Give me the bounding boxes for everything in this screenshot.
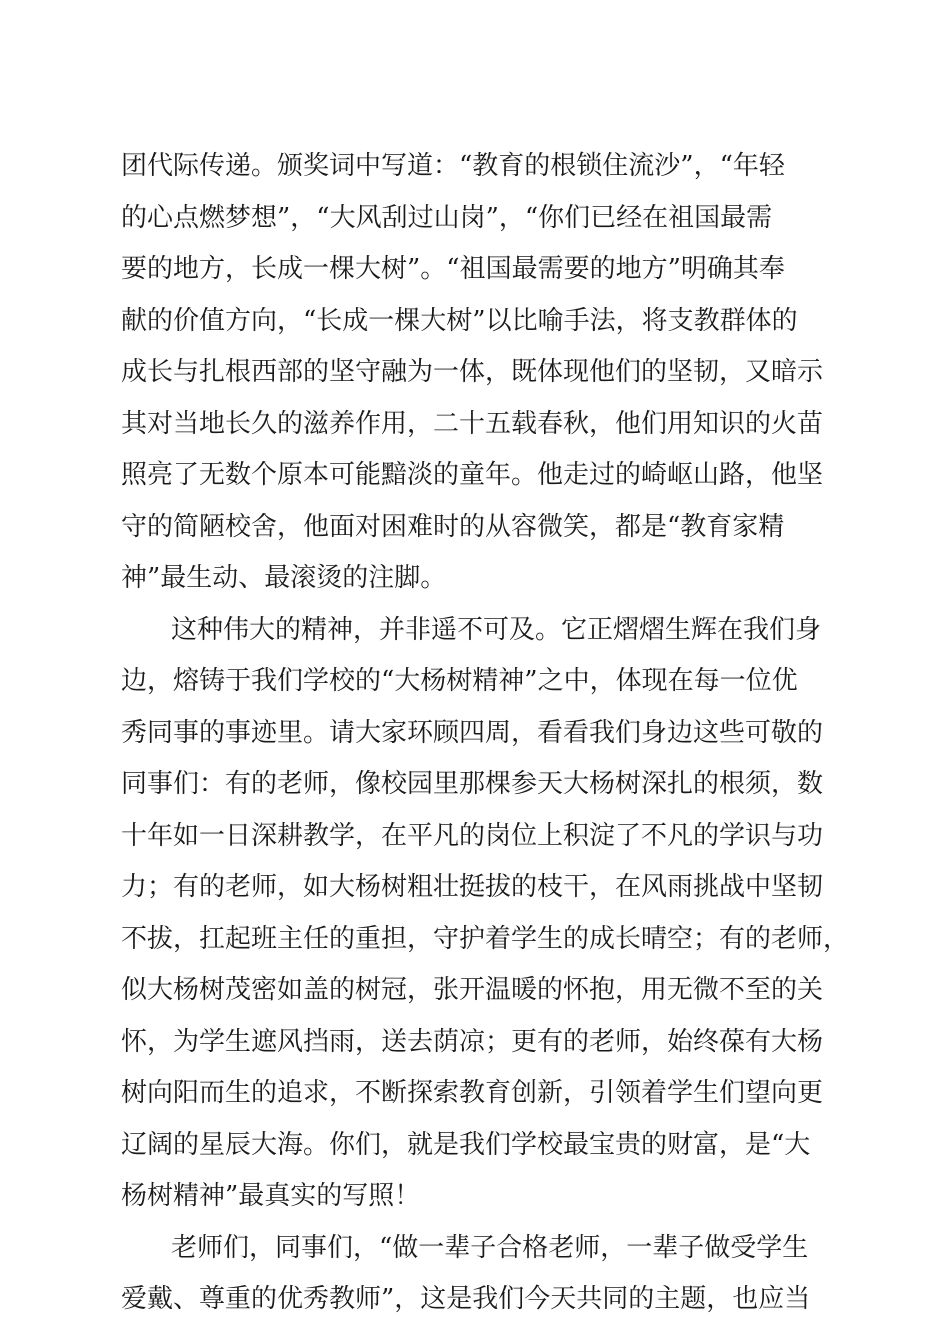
text-line: 神”最生动、最滚烫的注脚。 [121, 563, 447, 593]
text-line: 其对当地长久的滋养作用，二十五载春秋，他们用知识的火苗 [121, 408, 824, 439]
text-line: 树向阳而生的追求，不断探索教育创新，引领着学生们望向更 [121, 1078, 824, 1108]
text-line: 不拔，扛起班主任的重担，守护着学生的成长晴空；有的老师， [121, 923, 850, 954]
body-text [121, 141, 850, 1326]
text-line: 成长与扎根西部的坚守融为一体，既体现他们的坚韧，又暗示 [121, 357, 824, 387]
text-line: 怀，为学生遮风挡雨，送去荫凉；更有的老师，始终葆有大杨 [121, 1026, 824, 1057]
text-line: 杨树精神”最真实的写照！ [121, 1181, 421, 1211]
text-line: 守的简陋校舍，他面对困难时的从容微笑，都是“教育家精 [121, 511, 785, 542]
text-line: 边，熔铸于我们学校的“大杨树精神”之中，体现在每一位优 [121, 666, 798, 696]
text-line: 似大杨树茂密如盖的树冠，张开温暖的怀抱，用无微不至的关 [121, 975, 824, 1005]
text-line: 十年如一日深耕教学，在平凡的岗位上积淀了不凡的学识与功 [121, 820, 824, 851]
text-line: 团代际传递。颁奖词中写道：“教育的根锁住流沙”，“年轻 [121, 151, 785, 181]
paragraph-first-line: 这种伟大的精神，并非遥不可及。它正熠熠生辉在我们身 [171, 614, 822, 645]
text-line: 的心点燃梦想”，“大风刮过山岗”，“你们已经在祖国最需 [121, 202, 773, 233]
text-line: 要的地方，长成一棵大树”。“祖国最需要的地方”明确其奉 [121, 254, 785, 284]
text-line: 秀同事的事迹里。请大家环顾四周，看看我们身边这些可敬的 [121, 717, 824, 748]
text-line: 同事们：有的老师，像校园里那棵参天大杨树深扎的根须，数 [121, 769, 824, 799]
text-line: 献的价值方向，“长成一棵大树”以比喻手法，将支教群体的 [121, 305, 798, 336]
text-line: 爱戴、尊重的优秀教师”，这是我们今天共同的主题，也应当 [121, 1284, 811, 1314]
text-line: 照亮了无数个原本可能黯淡的童年。他走过的崎岖山路，他坚 [121, 460, 824, 490]
paragraph-first-line: 老师们，同事们，“做一辈子合格老师，一辈子做受学生 [171, 1232, 809, 1263]
text-line: 辽阔的星辰大海。你们，就是我们学校最宝贵的财富，是“大 [121, 1129, 811, 1160]
text-line: 力；有的老师，如大杨树粗壮挺拔的枝干，在风雨挑战中坚韧 [121, 872, 824, 902]
